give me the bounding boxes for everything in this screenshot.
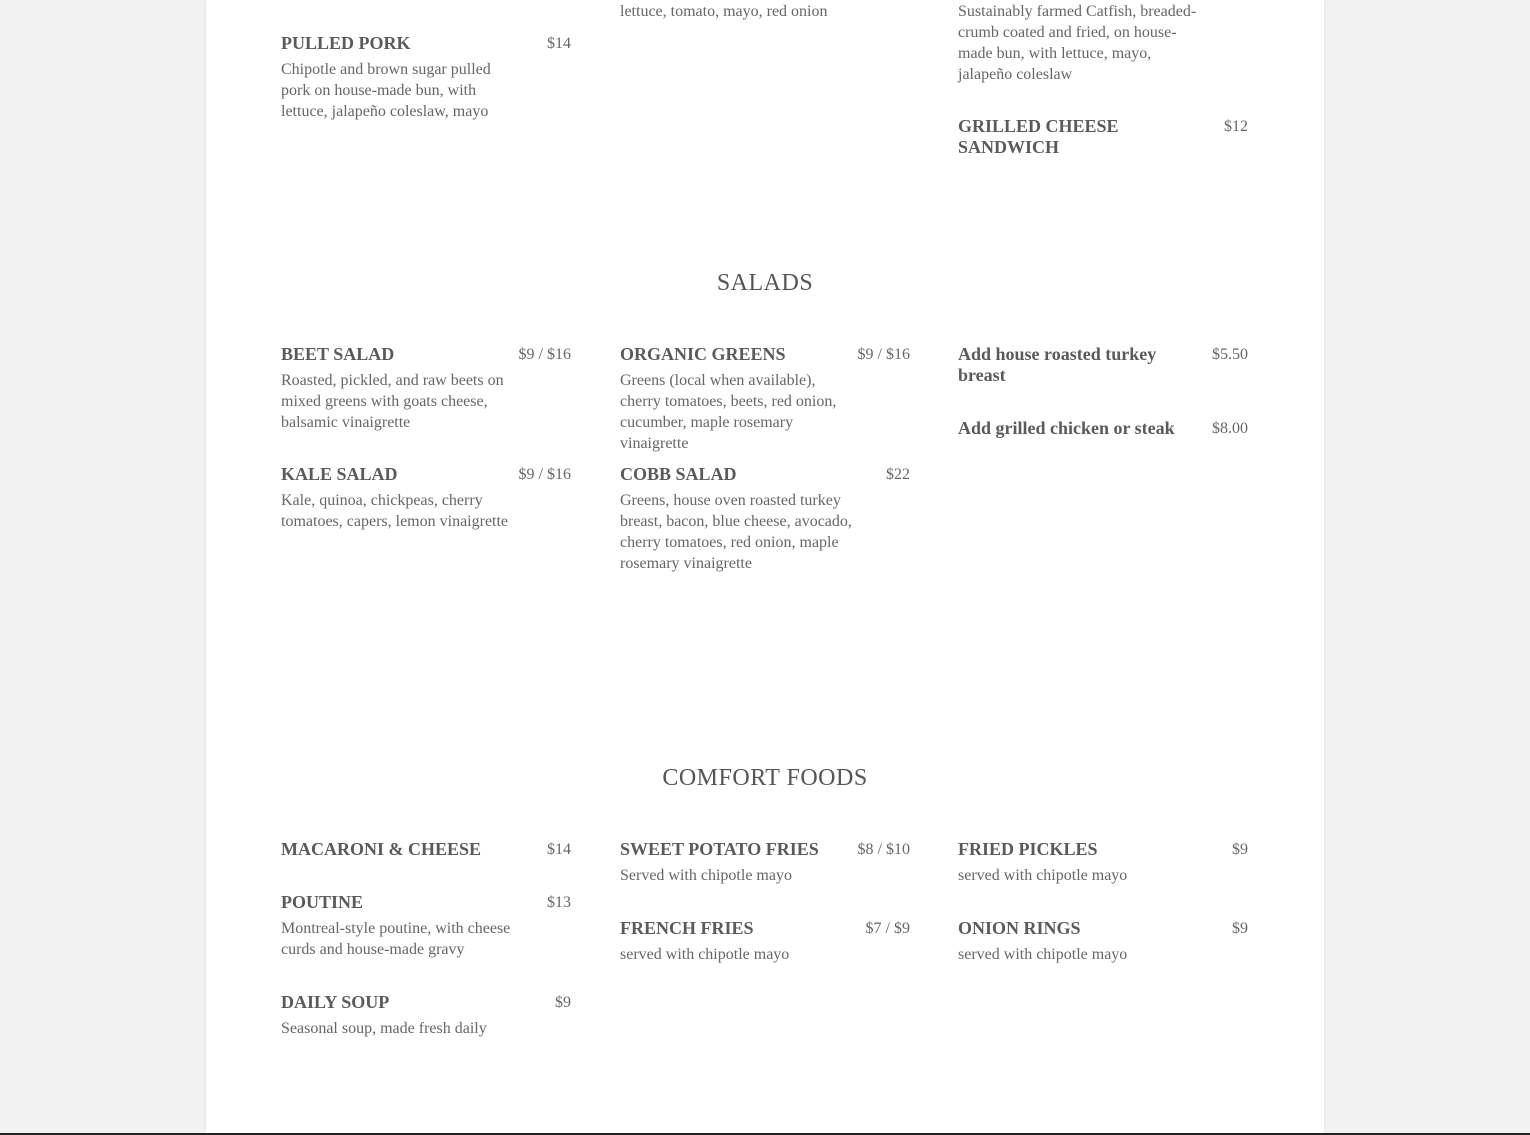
item-description: Greens, house oven roasted turkey breast, bacon, blue cheese, avocado, cherry tomatoes, red onion, maple rosemary vinaigrette	[620, 492, 852, 572]
item-price: $12	[1224, 118, 1248, 135]
item-name: MACARONI & CHEESE	[281, 839, 482, 859]
menu-item-macaroni-cheese	[281, 839, 571, 860]
item-price: $9 / $16	[518, 346, 571, 363]
item-description: Served with chipotle mayo	[620, 867, 792, 884]
item-price: $9 / $16	[857, 346, 910, 363]
section-title-comfort-foods: COMFORT FOODS	[662, 765, 868, 791]
menu-item-cobb-salad	[620, 464, 910, 574]
menu-item-add-chicken-steak	[958, 418, 1248, 439]
item-price: $9	[1232, 841, 1248, 858]
item-price: $9	[1232, 920, 1248, 937]
menu-item-daily-soup	[281, 992, 571, 1039]
item-price: $7 / $9	[865, 920, 910, 937]
item-name: KALE SALAD	[281, 464, 398, 484]
menu-item-french-fries	[620, 918, 910, 965]
item-price: $22	[886, 466, 910, 483]
item-description: Roasted, pickled, and raw beets on mixed greens with goats cheese, balsamic vinaigrette	[281, 372, 504, 431]
item-price: $9 / $16	[518, 466, 571, 483]
item-name: BEET SALAD	[281, 344, 395, 364]
item-price: $13	[547, 894, 571, 911]
item-description: Greens (local when available), cherry tomatoes, beets, red onion, cucumber, maple rosemary vinaigrette	[620, 372, 837, 452]
menu-item-organic-greens	[620, 344, 910, 454]
item-description: Sustainably farmed Catfish, breaded-crumb coated and fried, on house-made bun, with lettuce, mayo, jalapeño coleslaw	[958, 3, 1197, 83]
item-price: $14	[547, 35, 571, 52]
item-description: served with chipotle mayo	[958, 946, 1128, 963]
item-name: ORGANIC GREENS	[620, 344, 786, 364]
item-price: $8 / $10	[857, 841, 910, 858]
item-description: served with chipotle mayo	[958, 867, 1128, 884]
item-name: POUTINE	[281, 892, 364, 912]
menu-item-onion-rings	[958, 918, 1248, 965]
section-title-salads: SALADS	[716, 270, 814, 296]
item-name: COBB SALAD	[620, 464, 737, 484]
menu-item-pulled-pork	[281, 33, 571, 122]
item-name: FRENCH FRIES	[620, 918, 754, 938]
item-price: $14	[547, 841, 571, 858]
item-name: DAILY SOUP	[281, 992, 390, 1012]
item-description: Seasonal soup, made fresh daily	[281, 1020, 487, 1037]
item-name: Add grilled chicken or steak	[958, 418, 1175, 438]
item-name: PULLED PORK	[281, 33, 411, 53]
item-price: $5.50	[1212, 346, 1248, 363]
menu-item-add-turkey	[958, 344, 1248, 386]
item-description: lettuce, tomato, mayo, red onion	[620, 3, 828, 20]
item-description: served with chipotle mayo	[620, 946, 790, 963]
item-description: Kale, quinoa, chickpeas, cherry tomatoes, capers, lemon vinaigrette	[281, 492, 509, 530]
menu-item-fried-pickles	[958, 839, 1248, 886]
item-name: Add house roasted turkey breast	[958, 344, 1157, 385]
item-description: Montreal-style poutine, with cheese curds and house-made gravy	[281, 920, 511, 958]
item-name: SWEET POTATO FRIES	[620, 839, 819, 859]
item-name: FRIED PICKLES	[958, 839, 1098, 859]
item-description: Chipotle and brown sugar pulled pork on house-made bun, with lettuce, jalapeño coleslaw, mayo	[281, 61, 491, 120]
menu-item-sweet-potato-fries	[620, 839, 910, 886]
menu-item-kale-salad	[281, 464, 571, 532]
menu-item-grilled-cheese	[958, 116, 1248, 158]
menu-item-beet-salad	[281, 344, 571, 433]
item-price: $8.00	[1212, 420, 1248, 437]
menu-item-catfish	[958, 1, 1248, 85]
menu-item-poutine	[281, 892, 571, 960]
item-name: GRILLED CHEESE SANDWICH	[958, 116, 1119, 157]
item-price: $9	[555, 994, 571, 1011]
menu-item-cut-off	[620, 1, 910, 22]
item-name: ONION RINGS	[958, 918, 1081, 938]
